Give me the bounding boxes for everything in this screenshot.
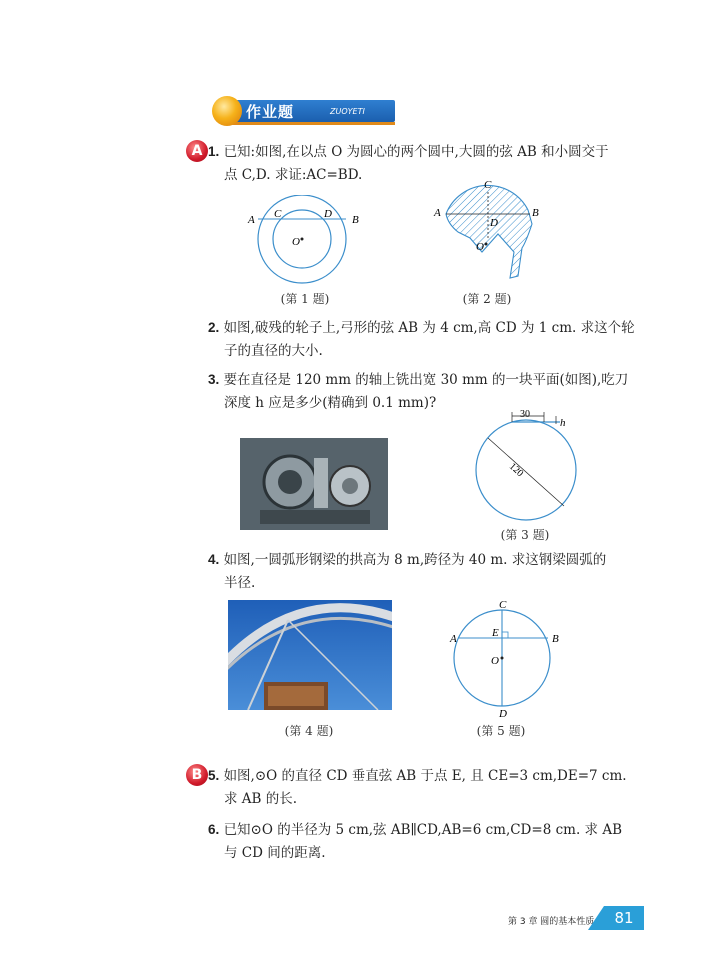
figure-1 (240, 195, 370, 287)
problem-2-line2: 子的直径的大小. (224, 343, 323, 359)
fig2-label-c: C (484, 179, 492, 191)
banner-ball-icon (212, 96, 242, 126)
problem-2 (208, 316, 635, 363)
problem-6-line1: 已知⊙O 的半径为 5 cm,弦 AB∥CD,AB=6 cm,CD=8 cm. 求 AB (223, 822, 622, 838)
fig3-shaft-circle (476, 420, 576, 520)
figure-5 (446, 596, 570, 718)
level-b-badge: B (186, 764, 208, 786)
problem-3-number: 3. (208, 372, 220, 387)
fig2-center-point (485, 243, 488, 246)
steel-arch-photo (228, 600, 392, 710)
fig2-label-b: B (532, 207, 539, 219)
fig2-label-a: A (434, 207, 441, 219)
problem-3-line1: 要在直径是 120 mm 的轴上铣出宽 30 mm 的一块平面(如图),吃刀 (223, 372, 629, 388)
fig1-center-point (301, 238, 304, 241)
page-number-wedge (588, 906, 604, 930)
caption-fig3: (第 3 题) (500, 528, 550, 542)
fig5-label-c: C (499, 599, 507, 611)
figure-2 (430, 178, 550, 286)
problem-4-line1: 如图,一圆弧形钢梁的拱高为 8 m,跨径为 40 m. 求这钢梁圆弧的 (223, 552, 607, 568)
fig5-right-angle-mark (502, 632, 508, 638)
caption-fig2: (第 2 题) (462, 292, 512, 306)
fig1-label-a: A (248, 214, 255, 226)
fig1-label-d: D (324, 208, 332, 220)
problem-1-line1: 已知:如图,在以点 O 为圆心的两个圆中,大圆的弦 AB 和小圆交于 (223, 144, 609, 160)
milling-machine-photo (240, 438, 388, 530)
fig5-label-o: O (491, 655, 499, 667)
fig1-label-c: C (274, 208, 282, 220)
fig5-center-point (501, 657, 504, 660)
section-banner (210, 96, 390, 124)
problem-1-line2: 点 C,D. 求证:AC=BD. (224, 167, 363, 183)
problem-6-number: 6. (208, 822, 220, 837)
fig2-label-o: O (476, 241, 484, 253)
page-number: 81 (604, 906, 644, 930)
problem-5-line1: 如图,⊙O 的直径 CD 垂直弦 AB 于点 E, 且 CE=3 cm,DE=7 cm. (223, 768, 627, 784)
fig5-label-a: A (450, 633, 457, 645)
problem-5 (208, 764, 627, 811)
problem-6 (208, 818, 622, 865)
problem-3-line2: 深度 h 应是多少(精确到 0.1 mm)? (224, 395, 437, 411)
banner-pinyin: ZUOYETI (330, 107, 365, 116)
problem-2-number: 2. (208, 320, 220, 335)
fig3-diameter-label: 120 (506, 461, 526, 480)
fig1-label-o: O (292, 236, 300, 248)
fig5-label-d: D (499, 708, 507, 718)
caption-fig1: (第 1 题) (280, 292, 330, 306)
chapter-footer: 第 3 章 圆的基本性质 (508, 917, 595, 927)
problem-6-line2: 与 CD 间的距离. (224, 845, 326, 861)
fig3-width-label: 30 (520, 409, 530, 420)
problem-4-line2: 半径. (224, 575, 256, 591)
fig3-diameter-line (488, 438, 564, 506)
problem-5-line2: 求 AB 的长. (224, 791, 298, 807)
caption-fig4: (第 4 题) (284, 724, 334, 738)
figure-3 (464, 406, 588, 524)
fig1-label-b: B (352, 214, 359, 226)
problem-4-number: 4. (208, 552, 220, 567)
level-a-badge: A (186, 140, 208, 162)
banner-title: 作业题 (246, 103, 295, 121)
problem-5-number: 5. (208, 768, 220, 783)
fig2-label-d: D (490, 217, 498, 229)
problem-1-number: 1. (208, 144, 220, 159)
fig3-h-label: h (560, 417, 566, 429)
problem-4 (208, 548, 606, 595)
fig5-label-b: B (552, 633, 559, 645)
problem-2-line1: 如图,破残的轮子上,弓形的弦 AB 为 4 cm,高 CD 为 1 cm. 求这个轮 (223, 320, 635, 336)
caption-fig5: (第 5 题) (476, 724, 526, 738)
fig2-broken-wheel (446, 185, 532, 278)
fig5-label-e: E (492, 627, 499, 639)
